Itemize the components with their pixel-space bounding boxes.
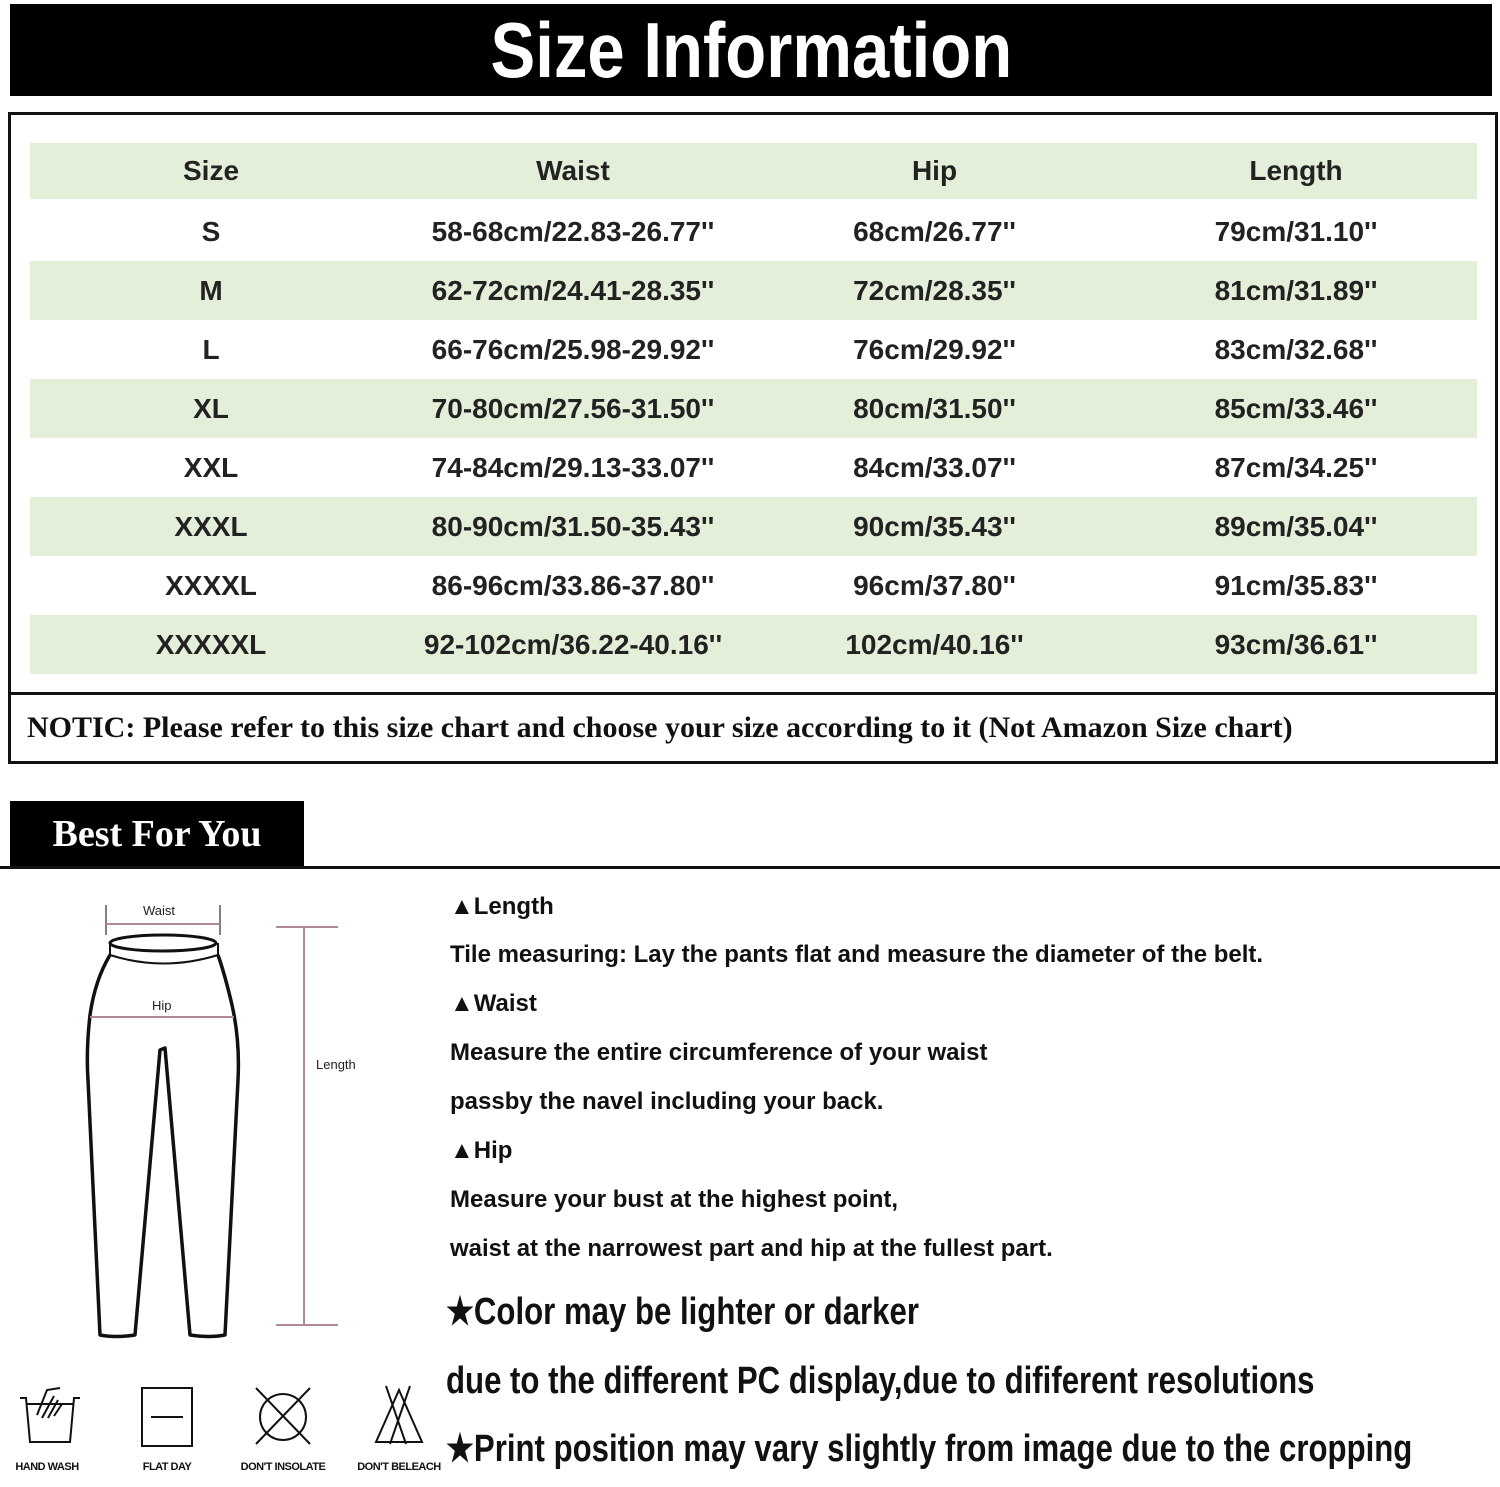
color-disclaimer: ★Color may be lighter or darker xyxy=(446,1291,919,1333)
hip-label: Hip xyxy=(152,998,172,1013)
hip-cell: 90cm/35.43'' xyxy=(853,510,1016,542)
length-cell: 81cm/31.89'' xyxy=(1214,274,1378,306)
care-flat-dry xyxy=(112,1380,222,1473)
care-dont-bleach xyxy=(344,1380,454,1473)
instruction-waist-text: Measure the entire circumference of your waist xyxy=(450,1039,988,1066)
care-label: FLAT DAY xyxy=(142,1461,192,1473)
size-cell: XL xyxy=(193,392,229,424)
size-table xyxy=(30,143,1477,674)
size-notice: NOTIC: Please refer to this size chart and choose your size according to it (Not Amazon Size chart) xyxy=(27,711,1293,744)
color-disclaimer: due to the different PC display,due to dififerent resolutions xyxy=(446,1360,1315,1402)
length-cell: 79cm/31.10'' xyxy=(1214,215,1378,247)
size-cell: M xyxy=(199,274,223,306)
waist-cell: 66-76cm/25.98-29.92'' xyxy=(431,333,715,365)
instruction-hip-heading: ▲Hip xyxy=(450,1137,513,1164)
size-cell: XXXXXL xyxy=(155,628,267,660)
table-row xyxy=(30,379,1477,438)
table-row xyxy=(30,556,1477,615)
column-header-waist: Waist xyxy=(536,155,610,186)
instruction-hip-text: waist at the narrowest part and hip at the fullest part. xyxy=(450,1235,1053,1262)
size-cell: XXL xyxy=(183,451,239,483)
hip-cell: 84cm/33.07'' xyxy=(853,451,1016,483)
instruction-length-heading: ▲Length xyxy=(450,893,554,920)
care-hand-wash xyxy=(0,1380,102,1473)
flat-dry-icon xyxy=(132,1380,202,1450)
care-label: HAND WASH xyxy=(15,1461,79,1473)
dont-bleach-icon xyxy=(364,1380,434,1450)
instruction-waist-heading: ▲Waist xyxy=(450,990,537,1017)
table-row xyxy=(30,497,1477,556)
waist-cell: 70-80cm/27.56-31.50'' xyxy=(431,392,715,424)
best-for-you-tab xyxy=(10,801,304,867)
table-header-row xyxy=(30,143,1477,199)
table-row xyxy=(30,438,1477,497)
waist-label: Waist xyxy=(143,903,176,918)
hip-cell: 80cm/31.50'' xyxy=(853,392,1016,424)
dont-insolate-icon xyxy=(248,1380,318,1450)
hip-cell: 76cm/29.92'' xyxy=(853,333,1016,365)
size-cell: XXXXL xyxy=(165,569,257,601)
length-cell: 85cm/33.46'' xyxy=(1214,392,1378,424)
title-banner xyxy=(10,4,1492,96)
size-cell: XXXL xyxy=(174,510,248,542)
hip-cell: 72cm/28.35'' xyxy=(853,274,1016,306)
length-cell: 91cm/35.83'' xyxy=(1214,569,1378,601)
waist-cell: 74-84cm/29.13-33.07'' xyxy=(431,451,715,483)
size-chart-box xyxy=(8,112,1498,764)
hip-cell: 96cm/37.80'' xyxy=(853,569,1016,601)
hip-cell: 102cm/40.16'' xyxy=(845,628,1024,660)
pants-outline-icon xyxy=(0,880,440,1350)
column-header-size: Size xyxy=(182,155,240,186)
length-cell: 83cm/32.68'' xyxy=(1214,333,1378,365)
care-dont-insolate xyxy=(228,1380,338,1473)
length-cell: 93cm/36.61'' xyxy=(1214,628,1378,660)
length-cell: 87cm/34.25'' xyxy=(1214,451,1378,483)
table-row xyxy=(30,261,1477,320)
waist-cell: 86-96cm/33.86-37.80'' xyxy=(431,569,715,601)
hand-wash-icon xyxy=(12,1380,82,1450)
section-heading: Best For You xyxy=(52,813,262,855)
care-label: DON'T INSOLATE xyxy=(240,1461,326,1473)
size-cell: S xyxy=(201,215,221,247)
care-label: DON'T BELEACH xyxy=(357,1461,441,1473)
page-title: Size Information xyxy=(490,5,1012,94)
divider xyxy=(0,866,1500,869)
print-disclaimer: ★Print position may vary slightly from image due to the cropping xyxy=(446,1428,1413,1470)
instruction-hip-text: Measure your bust at the highest point, xyxy=(450,1186,899,1213)
length-cell: 89cm/35.04'' xyxy=(1214,510,1378,542)
waist-cell: 80-90cm/31.50-35.43'' xyxy=(431,510,715,542)
waist-cell: 62-72cm/24.41-28.35'' xyxy=(431,274,715,306)
hip-cell: 68cm/26.77'' xyxy=(853,215,1016,247)
length-label: Length xyxy=(316,1057,356,1072)
column-header-hip: Hip xyxy=(911,155,958,186)
table-row xyxy=(30,202,1477,261)
waist-cell: 92-102cm/36.22-40.16'' xyxy=(423,628,723,660)
instruction-waist-text: passby the navel including your back. xyxy=(450,1088,884,1115)
instruction-length-text: Tile measuring: Lay the pants flat and measure the diameter of the belt. xyxy=(450,941,1264,968)
column-header-length: Length xyxy=(1249,155,1343,186)
size-cell: L xyxy=(202,333,220,365)
table-row xyxy=(30,320,1477,379)
table-row xyxy=(30,615,1477,674)
waist-cell: 58-68cm/22.83-26.77'' xyxy=(431,215,715,247)
pants-measurement-diagram xyxy=(0,880,440,1350)
